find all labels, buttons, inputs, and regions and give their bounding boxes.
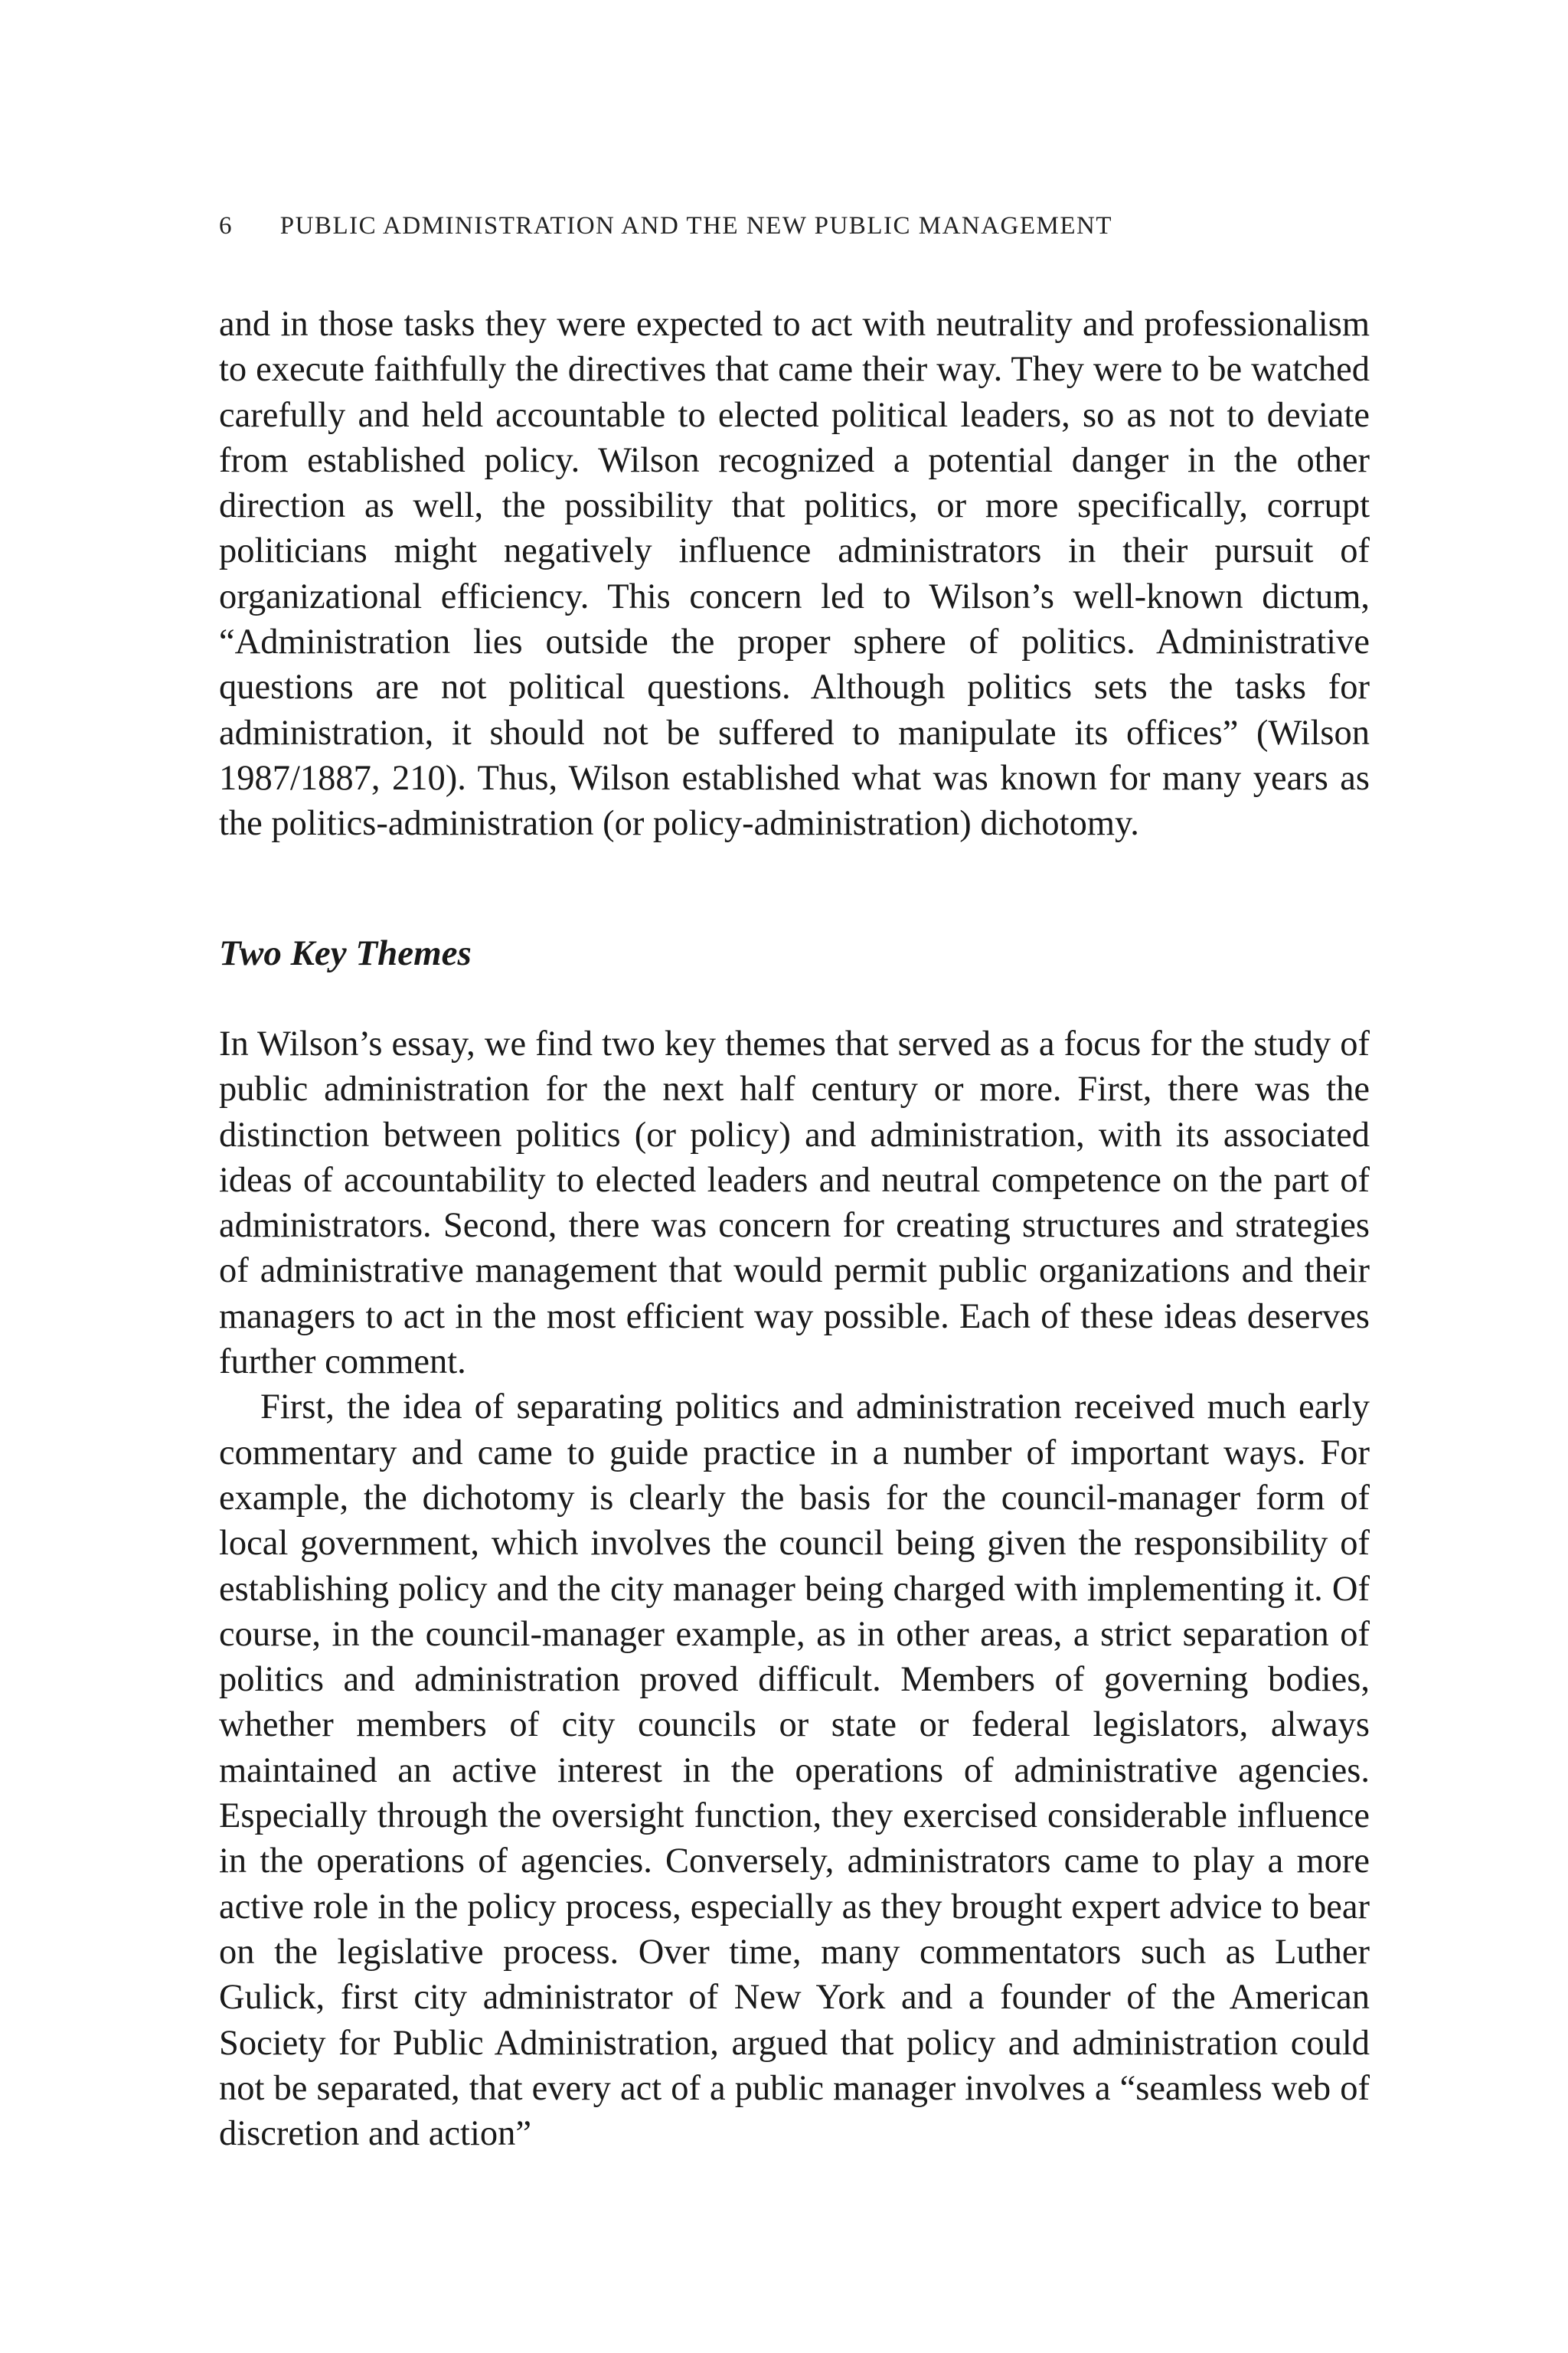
body-text-section-2 — [219, 1021, 1370, 2156]
section-heading: Two Key Themes — [219, 933, 472, 973]
running-title: PUBLIC ADMINISTRATION AND THE NEW PUBLIC MANAGEMENT — [279, 212, 1113, 240]
page-number: 6 — [219, 212, 233, 240]
paragraph: In Wilson’s essay, we find two key themes that served as a focus for the study of public administration for the next half century or more. First, there was the distinction between politics (or policy) and administration, with its associated ideas of accountability to elected leaders and neutral competence on the part of administrators. Second, there was concern for creating structures and strategies of administrative management that would permit public organizations and their managers to act in the most efficient way possible. Each of these ideas deserves further comment. — [219, 1025, 1370, 1382]
running-header — [219, 212, 1367, 240]
body-text-section-1 — [219, 302, 1370, 847]
paragraph: First, the idea of separating politics and administration received much early commentary and came to guide practice in a number of important ways. For example, the dichotomy is clearly the basis for the council-manager form of local government, which involves the council being given the responsibility of establishing policy and the city manager being charged with implementing it. Of course, in the council-manager example, as in other areas, a strict separation of politics and administration proved difficult. Members of governing bodies, whether members of city councils or state or federal legislators, always maintained an active interest in the operations of administrative agencies. Especially through the oversight function, they exercised considerable influence in the operations of agencies. Conversely, administrators came to play a more active role in the policy process, especially as they brought expert advice to bear on the legislative process. Over time, many commentators such as Luther Gulick, first city administrator of New York and a founder of the American Society for Public Administration, argued that policy and administration could not be separated, that every act of a public manager involves a “seamless web of discretion and action” — [219, 1387, 1370, 2154]
paragraph: and in those tasks they were expected to act with neutrality and professionalism to execute faithfully the directives that came their way. They were to be watched carefully and held accountable to elected political leaders, so as not to deviate from established policy. Wilson recognized a potential danger in the other direction as well, the possibility that politics, or more specifically, corrupt politicians might negatively influence administrators in their pursuit of organizational efficiency. This concern led to Wilson’s well-known dictum, “Administration lies outside the proper sphere of politics. Administrative questions are not political questions. Although politics sets the tasks for administration, it should not be suffered to manipulate its offices” (Wilson 1987/1887, 210). Thus, Wilson established what was known for many years as the politics-administration (or policy-administration) dichotomy. — [219, 305, 1370, 844]
